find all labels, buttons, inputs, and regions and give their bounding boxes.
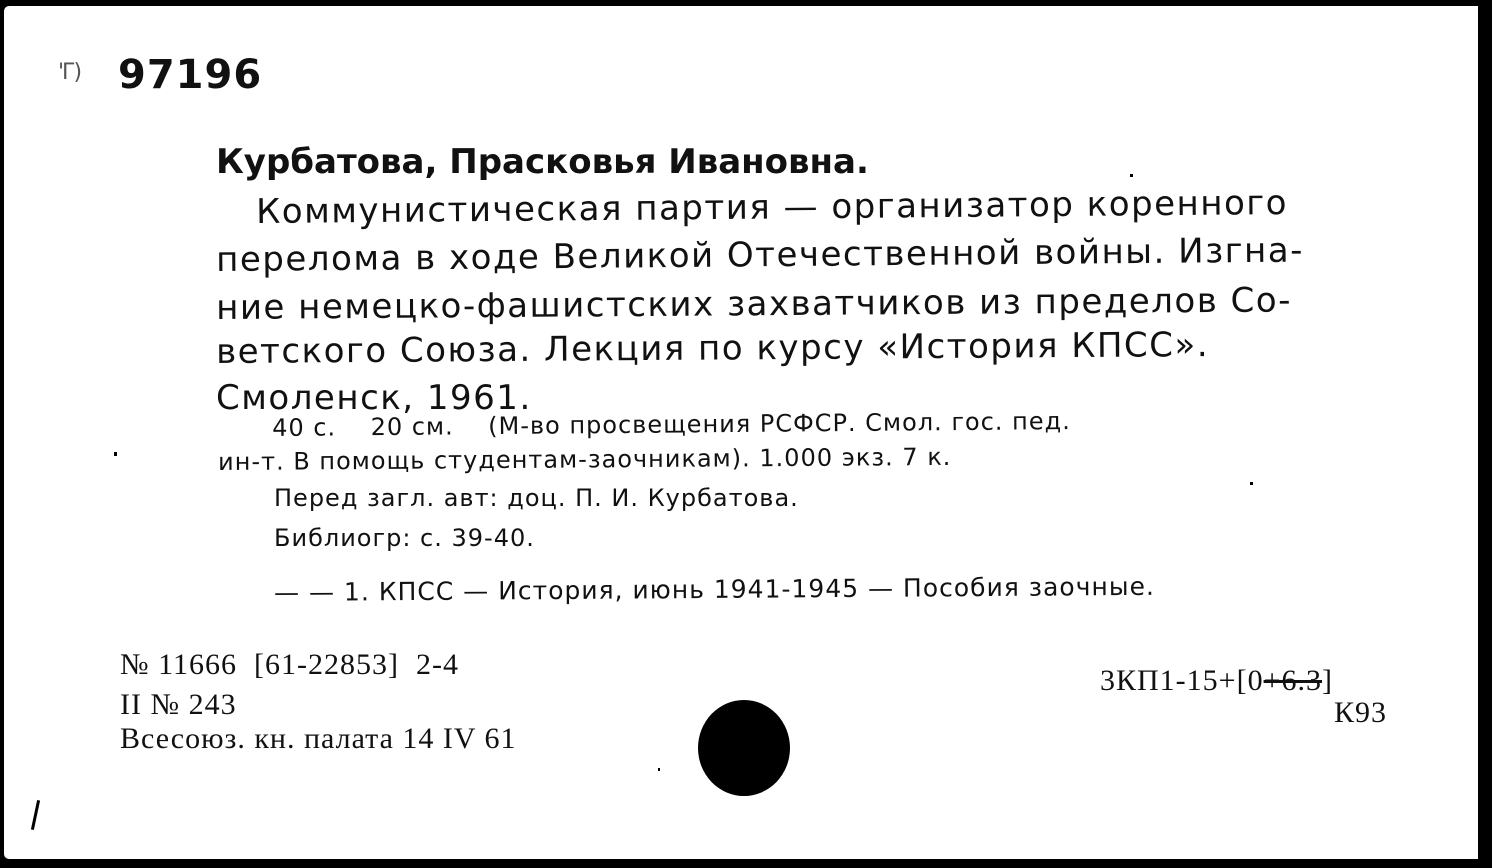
speck — [114, 452, 117, 456]
accession-prefix: 'Г) — [58, 60, 81, 85]
speck — [1130, 174, 1133, 177]
registry-number-line: № 11666 [61-22853] 2-4 — [120, 648, 459, 681]
speck — [1250, 482, 1253, 485]
classification-main: 3КП1-15+[0 — [1100, 664, 1264, 697]
title-line-2: перелома в ходе Великой Отечественной войны. Изгна- — [216, 230, 1305, 280]
title-line-3: ние немецко-фашистских захватчиков из пределов Со- — [216, 280, 1293, 328]
title-line-1: Коммунистическая партия — организатор коренного — [256, 182, 1289, 232]
registry-chamber-line: Всесоюз. кн. палата 14 IV 61 — [120, 722, 517, 755]
subject-heading-line: — — 1. КПСС — История, июнь 1941-1945 — Пособия заочные. — [274, 571, 1155, 607]
note-author-line: Перед загл. авт: доц. П. И. Курбатова. — [274, 484, 799, 512]
accession-number: 97196 — [118, 52, 263, 98]
collation-line-2: ин-т. В помощь студентам-заочникам). 1.000 экз. 7 к. — [218, 442, 952, 476]
registry-series-line: II № 243 — [120, 688, 237, 721]
card-edge — [1478, 0, 1492, 868]
classification-struck: +6.3 — [1263, 664, 1322, 697]
classification-end: ] — [1322, 664, 1333, 697]
classification-code — [1100, 664, 1333, 698]
title-line-5: Смоленск, 1961. — [216, 378, 532, 418]
author-heading: Курбатова, Прасковья Ивановна. — [216, 142, 869, 182]
speck — [658, 768, 660, 771]
title-line-4: ветского Союза. Лекция по курсу «История КПСС». — [216, 325, 1210, 372]
punch-hole — [698, 700, 790, 796]
shelf-mark: К93 — [1334, 696, 1388, 729]
bibliography-line: Библиогр: с. 39-40. — [274, 524, 535, 552]
collation-line-1: 40 с. 20 см. (М-во просвещения РСФСР. Смол. гос. пед. — [272, 407, 1071, 442]
